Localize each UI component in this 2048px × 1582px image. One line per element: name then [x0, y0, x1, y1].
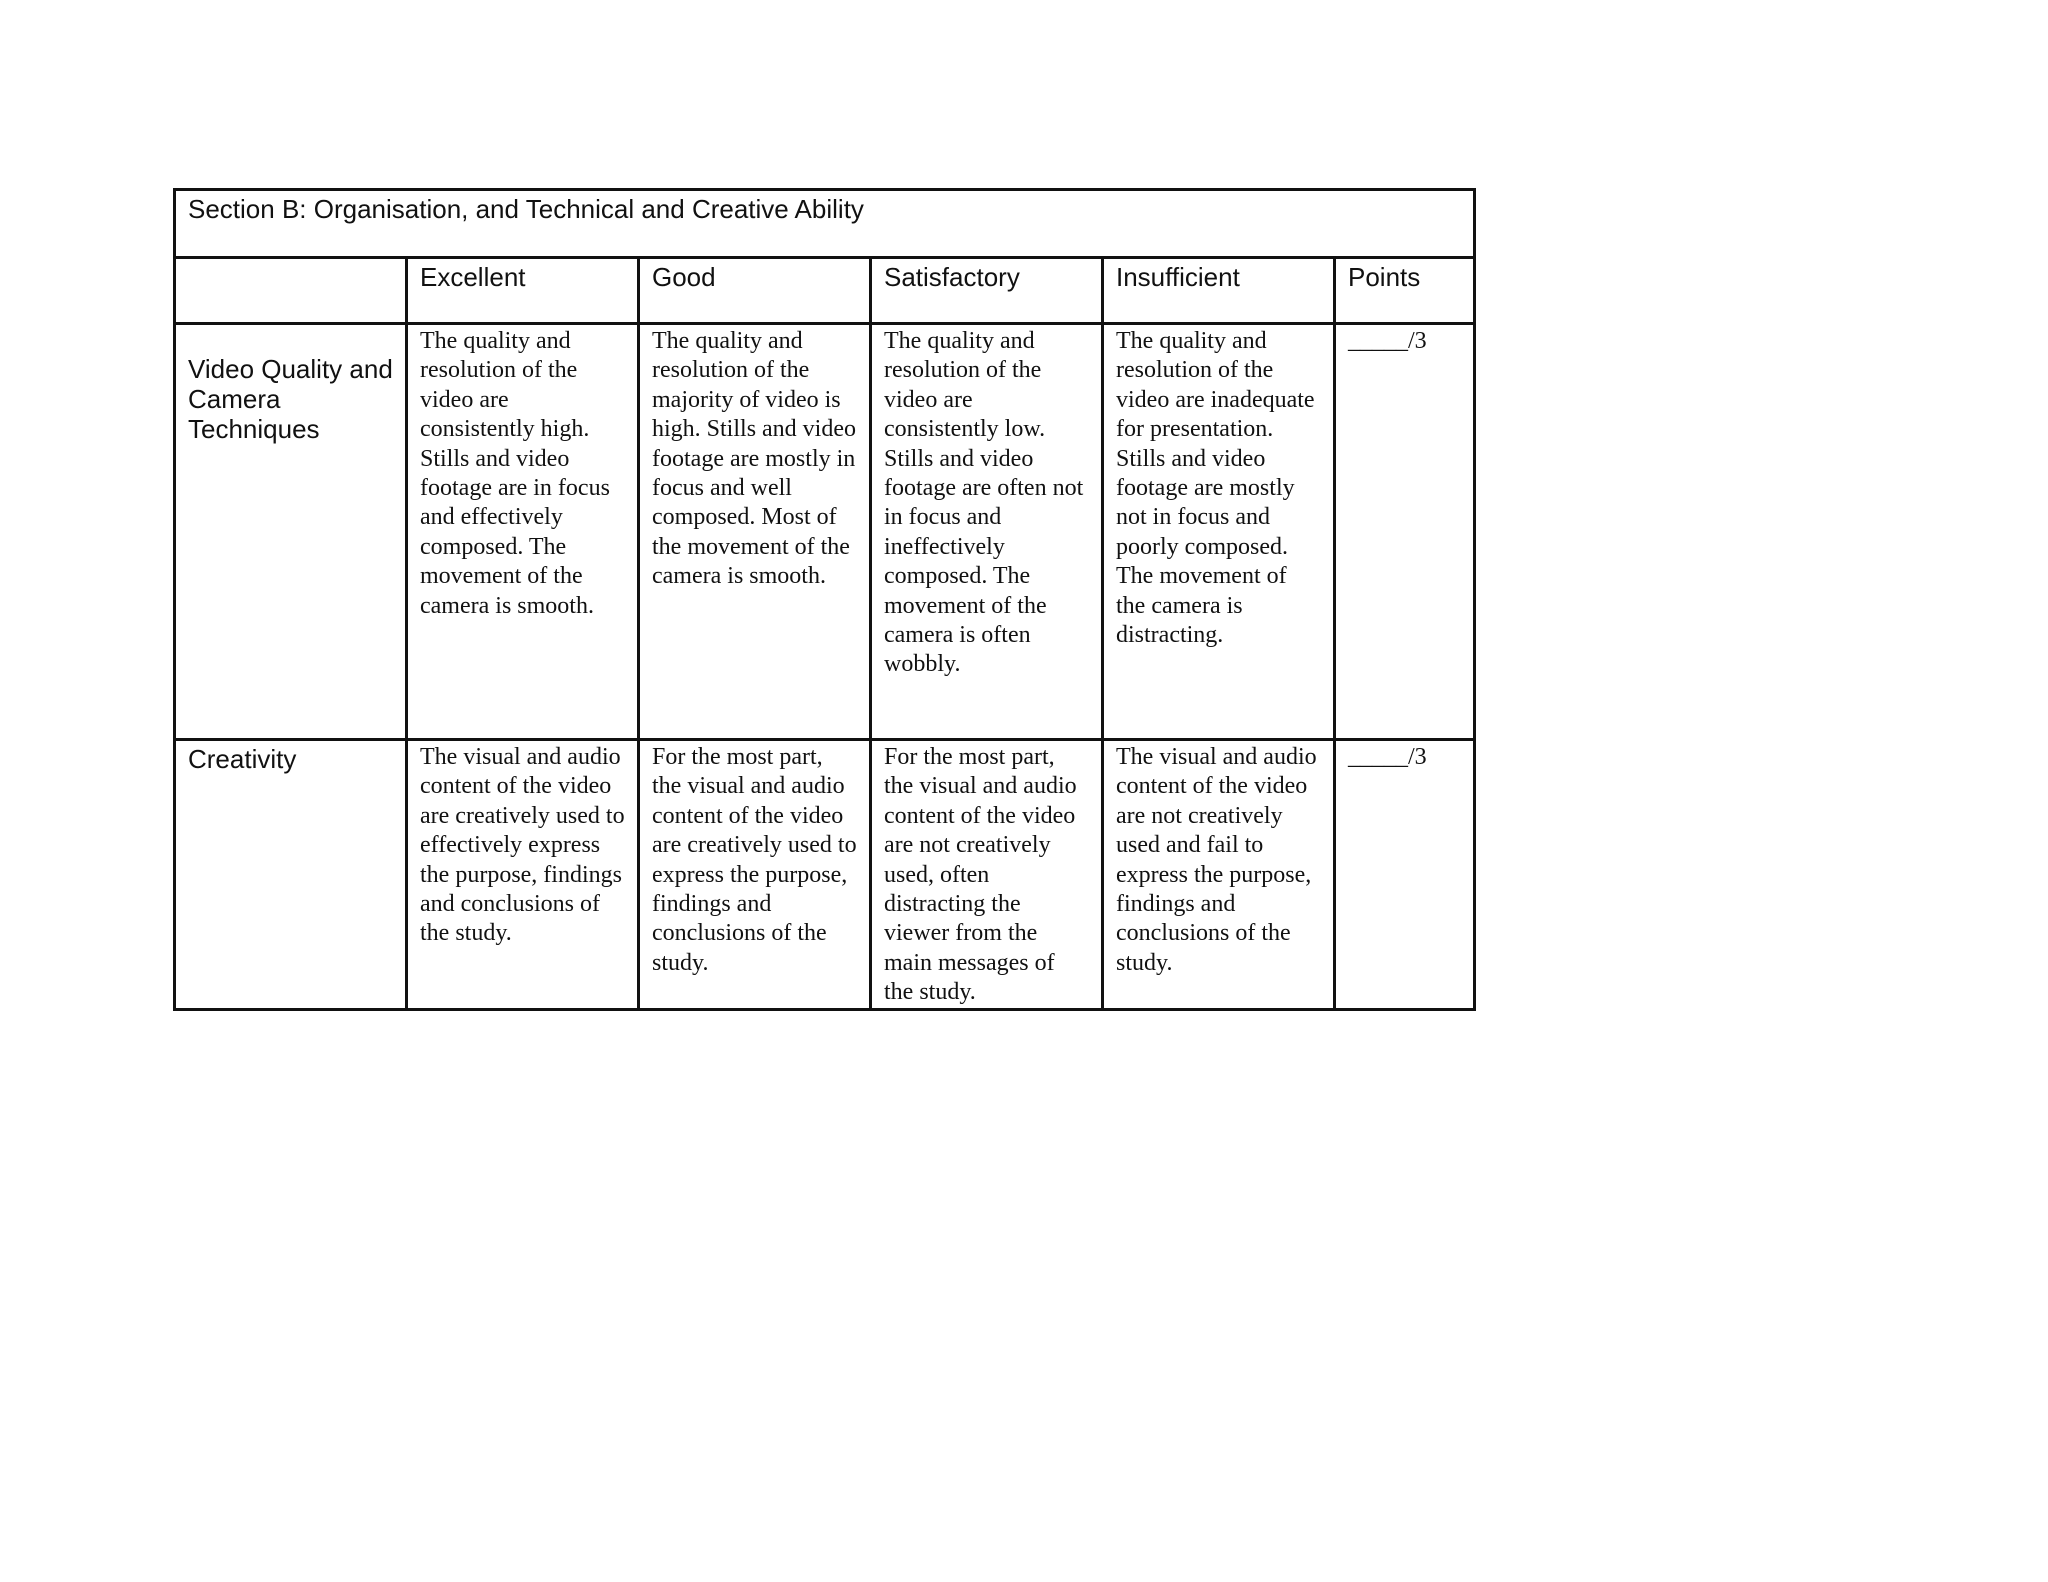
table-row — [175, 324, 1475, 740]
criterion-creativity: Creativity — [175, 740, 407, 1010]
header-points: Points — [1335, 258, 1475, 324]
descriptor-satisfactory: The quality and resolution of the video are consistently low. Stills and video footage are often not in focus and ineffectively composed. The movement of the camera is often wobbly. — [871, 324, 1103, 740]
header-row — [175, 258, 1475, 324]
descriptor-excellent: The quality and resolution of the video are consistently high. Stills and video footage are in focus and effectively composed. The movement of the camera is smooth. — [407, 324, 639, 740]
section-title: Section B: Organisation, and Technical and Creative Ability — [175, 190, 1475, 258]
header-good: Good — [639, 258, 871, 324]
criterion-video-quality: Video Quality and Camera Techniques — [175, 324, 407, 740]
descriptor-good: For the most part, the visual and audio content of the video are creatively used to express the purpose, findings and conclusions of the study. — [639, 740, 871, 1010]
points-field: _____/3 — [1335, 324, 1475, 740]
descriptor-insufficient: The visual and audio content of the video are not creatively used and fail to express the purpose, findings and conclusions of the study. — [1103, 740, 1335, 1010]
descriptor-good: The quality and resolution of the majority of video is high. Stills and video footage are mostly in focus and well composed. Most of the movement of the camera is smooth. — [639, 324, 871, 740]
descriptor-satisfactory: For the most part, the visual and audio content of the video are not creatively used, often distracting the viewer from the main messages of the study. — [871, 740, 1103, 1010]
header-excellent: Excellent — [407, 258, 639, 324]
header-satisfactory: Satisfactory — [871, 258, 1103, 324]
rubric-table — [173, 188, 1476, 1011]
section-title-row — [175, 190, 1475, 258]
header-blank — [175, 258, 407, 324]
table-row — [175, 740, 1475, 1010]
descriptor-insufficient: The quality and resolution of the video are inadequate for presentation. Stills and video footage are mostly not in focus and poorly composed. The movement of the camera is distracting. — [1103, 324, 1335, 740]
header-insufficient: Insufficient — [1103, 258, 1335, 324]
points-field: _____/3 — [1335, 740, 1475, 1010]
descriptor-excellent: The visual and audio content of the video are creatively used to effectively express the purpose, findings and conclusions of the study. — [407, 740, 639, 1010]
